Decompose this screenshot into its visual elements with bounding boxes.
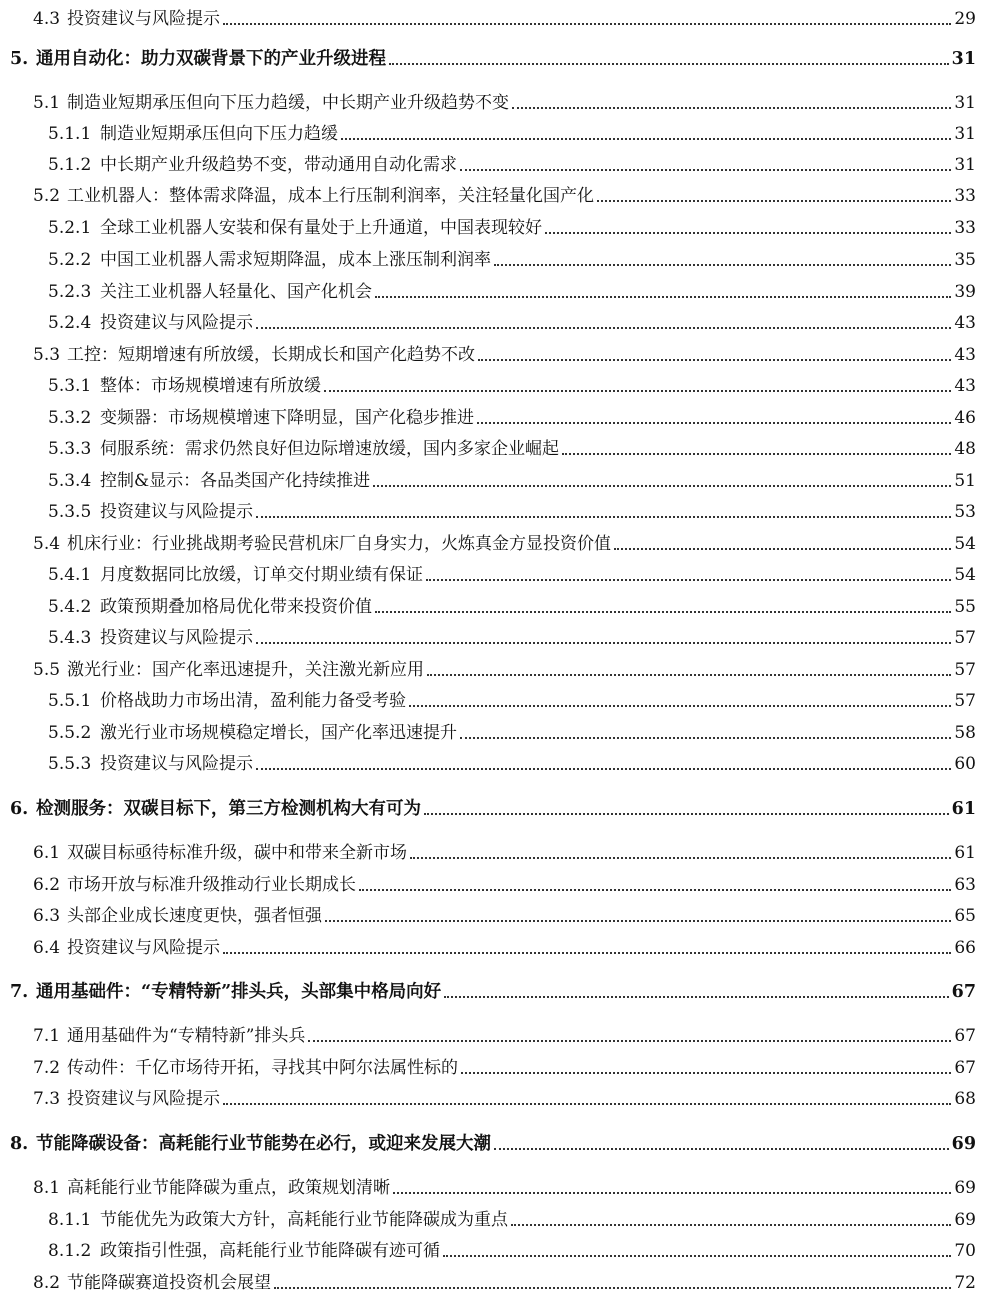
toc-entry[interactable] [0,464,986,492]
toc-entry-page: 67 [954,1058,976,1078]
dot-leader [427,674,951,676]
toc-entry-number: 6.4 [33,938,61,958]
dot-leader [443,1255,951,1257]
toc-entry-page: 31 [954,155,976,175]
toc-entry[interactable] [0,527,986,555]
toc-entry-page: 69 [954,1210,976,1230]
toc-entry-number: 8.1.2 [48,1241,92,1261]
dot-leader [324,390,951,392]
toc-entry-page: 43 [954,345,976,365]
toc-entry[interactable] [0,369,986,397]
toc-entry-number: 5.2.3 [48,282,92,302]
dot-leader [256,516,951,518]
toc-entry-page: 69 [951,1134,976,1154]
dot-leader [359,889,951,891]
toc-entry-page: 33 [954,186,976,206]
dot-leader [460,169,951,171]
toc-entry-title: 头部企业成长速度更快，强者恒强 [67,906,322,926]
toc-entry-page: 43 [954,376,976,396]
toc-entry-page: 43 [954,313,976,333]
toc-entry[interactable] [0,747,986,775]
toc-entry[interactable] [0,1203,986,1231]
toc-entry-page: 68 [954,1089,976,1109]
toc-entry[interactable] [0,684,986,712]
dot-leader [409,705,951,707]
toc-entry-number: 7.1 [33,1026,61,1046]
toc-entry-page: 65 [954,906,976,926]
toc-entry-number: 5.2.1 [48,218,92,238]
toc-entry-title: 投资建议与风险提示 [100,754,253,774]
toc-entry-title: 通用自动化：助力双碳背景下的产业升级进程 [36,49,386,69]
dot-leader [256,327,951,329]
toc-entry[interactable] [0,590,986,618]
toc-entry-number: 6. [10,799,29,819]
dot-leader [597,200,951,202]
toc-entry-number: 5.4 [33,534,61,554]
toc-chapter[interactable] [0,1127,986,1155]
toc-entry-title: 通用基础件为“专精特新”排头兵 [67,1026,306,1046]
toc-entry-title: 投资建议与风险提示 [67,938,220,958]
toc-entry[interactable] [0,1019,986,1047]
dot-leader [325,920,951,922]
toc-entry-title: 伺服系统：需求仍然良好但边际增速放缓，国内多家企业崛起 [100,439,559,459]
dot-leader [341,138,951,140]
toc-entry-title: 通用基础件：“专精特新”排头兵，头部集中格局向好 [36,982,442,1002]
toc-entry-title: 投资建议与风险提示 [100,628,253,648]
toc-entry-title: 整体：市场规模增速有所放缓 [100,376,321,396]
dot-leader [477,422,951,424]
dot-leader [393,1192,951,1194]
toc-entry[interactable] [0,558,986,586]
toc-entry[interactable] [0,117,986,145]
toc-entry-title: 政策指引性强，高耗能行业节能降碳有迹可循 [100,1241,440,1261]
toc-entry-title: 制造业短期承压但向下压力趋缓 [100,124,338,144]
dot-leader [512,107,951,109]
toc-entry-page: 61 [954,843,976,863]
toc-entry-number: 5.4.1 [48,565,92,585]
toc-entry-title: 投资建议与风险提示 [67,1089,220,1109]
toc-entry-number: 7. [10,982,29,1002]
toc-entry-number: 5.3.2 [48,408,92,428]
toc-entry[interactable] [0,179,986,207]
toc-entry-page: 69 [954,1178,976,1198]
toc-entry-number: 5.3 [33,345,61,365]
toc-entry[interactable] [0,653,986,681]
toc-entry-page: 58 [954,723,976,743]
toc-entry-page: 31 [954,93,976,113]
toc-entry-number: 5.5 [33,660,61,680]
toc-entry-title: 投资建议与风险提示 [100,502,253,522]
toc-entry-number: 5.1.1 [48,124,92,144]
dot-leader [494,264,951,266]
dot-leader [424,813,949,815]
toc-entry[interactable] [0,1266,986,1294]
toc-entry[interactable] [0,716,986,744]
dot-leader [389,63,949,65]
dot-leader [614,548,951,550]
toc-entry-title: 高耗能行业节能降碳为重点，政策规划清晰 [67,1178,390,1198]
toc-entry-title: 中国工业机器人需求短期降温，成本上涨压制利润率 [100,250,491,270]
toc-entry-title: 变频器：市场规模增速下降明显，国产化稳步推进 [100,408,474,428]
toc-entry-number: 5.3.1 [48,376,92,396]
toc-entry-page: 33 [954,218,976,238]
dot-leader [274,1287,951,1289]
toc-chapter[interactable] [0,975,986,1003]
toc-entry-title: 市场开放与标准升级推动行业长期成长 [67,875,356,895]
toc-entry-title: 全球工业机器人安装和保有量处于上升通道，中国表现较好 [100,218,542,238]
toc-entry-page: 72 [954,1273,976,1293]
dot-leader [223,952,951,954]
toc-entry-page: 51 [954,471,976,491]
dot-leader [444,996,949,998]
toc-entry-title: 工控：短期增速有所放缓，长期成长和国产化趋势不改 [67,345,475,365]
toc-entry-number: 5.5.1 [48,691,92,711]
dot-leader [494,1148,949,1150]
toc-entry-title: 关注工业机器人轻量化、国产化机会 [100,282,372,302]
toc-chapter[interactable] [0,42,986,70]
toc-entry[interactable] [0,836,986,864]
toc-entry-page: 54 [954,534,976,554]
toc-entry[interactable] [0,211,986,239]
toc-entry[interactable] [0,931,986,959]
toc-entry-page: 29 [954,9,976,29]
toc-entry-number: 5.3.4 [48,471,92,491]
toc-entry-number: 6.1 [33,843,61,863]
toc-entry-page: 70 [954,1241,976,1261]
toc-entry-number: 5.2.2 [48,250,92,270]
toc-entry-title: 价格战助力市场出清，盈利能力备受考验 [100,691,406,711]
dot-leader [478,359,951,361]
toc-entry-page: 53 [954,502,976,522]
toc-entry[interactable] [0,1051,986,1079]
dot-leader [460,737,951,739]
toc-entry-number: 5.4.3 [48,628,92,648]
toc-entry-number: 5.2.4 [48,313,92,333]
toc-entry-page: 57 [954,660,976,680]
toc-entry-title: 机床行业：行业挑战期考验民营机床厂自身实力，火炼真金方显投资价值 [67,534,611,554]
toc-entry-page: 54 [954,565,976,585]
toc-entry-number: 5.2 [33,186,61,206]
dot-leader [562,453,951,455]
toc-entry-title: 节能降碳赛道投资机会展望 [67,1273,271,1293]
toc-entry-page: 67 [951,982,976,1002]
toc-entry-page: 31 [954,124,976,144]
toc-entry-title: 制造业短期承压但向下压力趋缓，中长期产业升级趋势不变 [67,93,509,113]
dot-leader [426,579,951,581]
toc-entry-number: 8.2 [33,1273,61,1293]
toc-entry-page: 55 [954,597,976,617]
dot-leader [410,857,951,859]
toc-entry-title: 双碳目标亟待标准升级，碳中和带来全新市场 [67,843,407,863]
toc-entry-title: 检测服务：双碳目标下，第三方检测机构大有可为 [36,799,421,819]
dot-leader [375,296,951,298]
toc-entry-title: 激光行业：国产化率迅速提升，关注激光新应用 [67,660,424,680]
toc-entry[interactable] [0,432,986,460]
toc-entry-page: 46 [954,408,976,428]
toc-entry-page: 31 [951,49,976,69]
toc-entry-title: 传动件：千亿市场待开拓，寻找其中阿尔法属性标的 [67,1058,458,1078]
dot-leader [373,485,951,487]
dot-leader [375,611,951,613]
toc-entry[interactable] [0,899,986,927]
toc-entry-number: 6.3 [33,906,61,926]
toc-entry-page: 39 [954,282,976,302]
toc-entry[interactable] [0,275,986,303]
toc-entry-number: 8.1.1 [48,1210,92,1230]
toc-entry-number: 5.3.3 [48,439,92,459]
toc-entry-page: 66 [954,938,976,958]
toc-entry-number: 5.4.2 [48,597,92,617]
toc-entry-title: 节能降碳设备：高耗能行业节能势在必行，或迎来发展大潮 [36,1134,491,1154]
toc-entry-number: 5.5.3 [48,754,92,774]
toc-entry[interactable] [0,1082,986,1110]
toc-entry-page: 67 [954,1026,976,1046]
toc-entry[interactable] [0,306,986,334]
toc-entry-page: 63 [954,875,976,895]
toc-entry-number: 7.2 [33,1058,61,1078]
toc-entry-title: 工业机器人：整体需求降温，成本上行压制利润率，关注轻量化国产化 [67,186,594,206]
toc-entry[interactable] [0,621,986,649]
toc-entry[interactable] [0,1234,986,1262]
toc-entry-title: 中长期产业升级趋势不变，带动通用自动化需求 [100,155,457,175]
toc-entry-number: 5.3.5 [48,502,92,522]
toc-entry[interactable] [0,1171,986,1199]
toc-entry[interactable] [0,338,986,366]
toc-entry[interactable] [0,2,986,30]
dot-leader [256,768,951,770]
toc-entry-number: 5.1 [33,93,61,113]
toc-entry-title: 月度数据同比放缓，订单交付期业绩有保证 [100,565,423,585]
toc-entry-page: 35 [954,250,976,270]
dot-leader [511,1224,951,1226]
toc-entry[interactable] [0,86,986,114]
dot-leader [308,1040,951,1042]
toc-entry-number: 6.2 [33,875,61,895]
toc-entry[interactable] [0,401,986,429]
toc-entry-number: 8. [10,1134,29,1154]
toc-entry-number: 5. [10,49,29,69]
dot-leader [223,23,951,25]
toc-entry-title: 激光行业市场规模稳定增长，国产化率迅速提升 [100,723,457,743]
toc-entry-number: 4.3 [33,9,61,29]
toc-entry[interactable] [0,495,986,523]
toc-entry-title: 节能优先为政策大方针，高耗能行业节能降碳成为重点 [100,1210,508,1230]
dot-leader [256,642,951,644]
toc-entry-title: 投资建议与风险提示 [100,313,253,333]
toc-entry-title: 控制&显示：各品类国产化持续推进 [100,471,371,491]
dot-leader [223,1103,951,1105]
toc-entry-number: 5.5.2 [48,723,92,743]
toc-entry-page: 57 [954,691,976,711]
toc-entry-page: 61 [951,799,976,819]
toc-entry-title: 投资建议与风险提示 [67,9,220,29]
toc-entry-page: 57 [954,628,976,648]
toc-entry-page: 60 [954,754,976,774]
toc-entry-number: 8.1 [33,1178,61,1198]
toc-entry-title: 政策预期叠加格局优化带来投资价值 [100,597,372,617]
toc-entry-number: 5.1.2 [48,155,92,175]
toc-entry-page: 48 [954,439,976,459]
toc-entry[interactable] [0,148,986,176]
toc-chapter[interactable] [0,792,986,820]
toc-entry[interactable] [0,243,986,271]
dot-leader [461,1072,951,1074]
toc-entry-number: 7.3 [33,1089,61,1109]
toc-entry[interactable] [0,868,986,896]
dot-leader [545,232,951,234]
